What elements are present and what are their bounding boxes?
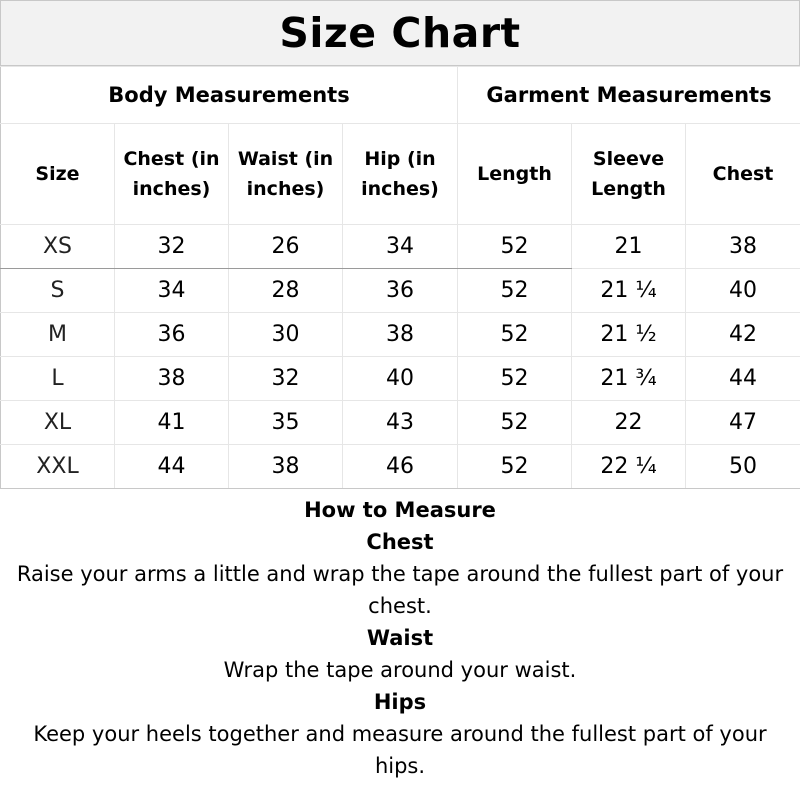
cell-g-chest: 42	[686, 313, 800, 357]
size-chart-table	[0, 66, 800, 489]
cell-waist: 38	[229, 445, 343, 489]
cell-sleeve: 21	[572, 225, 686, 269]
table-row	[1, 357, 800, 401]
cell-g-chest: 38	[686, 225, 800, 269]
cell-waist: 28	[229, 269, 343, 313]
cell-size: XL	[1, 401, 115, 445]
col-length: Length	[458, 124, 572, 225]
cell-hip: 40	[343, 357, 458, 401]
col-garment-chest: Chest	[686, 124, 800, 225]
cell-length: 52	[458, 401, 572, 445]
cell-hip: 36	[343, 269, 458, 313]
hips-instruction-title: Hips	[373, 690, 427, 714]
cell-sleeve: 22	[572, 401, 686, 445]
cell-size: S	[1, 269, 115, 313]
body-measurements-header: Body Measurements	[1, 67, 458, 124]
group-header-row	[1, 67, 800, 124]
hips-instruction-text: Keep your heels together and measure around the fullest part of your hips.	[33, 722, 767, 778]
cell-chest: 41	[115, 401, 229, 445]
cell-chest: 34	[115, 269, 229, 313]
table-row	[1, 313, 800, 357]
cell-waist: 30	[229, 313, 343, 357]
col-waist: Waist (in inches)	[229, 124, 343, 225]
cell-waist: 26	[229, 225, 343, 269]
cell-chest: 38	[115, 357, 229, 401]
cell-length: 52	[458, 357, 572, 401]
garment-measurements-header: Garment Measurements	[458, 67, 800, 124]
cell-length: 52	[458, 445, 572, 489]
cell-chest: 32	[115, 225, 229, 269]
cell-size: XS	[1, 225, 115, 269]
col-hip: Hip (in inches)	[343, 124, 458, 225]
cell-g-chest: 44	[686, 357, 800, 401]
cell-g-chest: 47	[686, 401, 800, 445]
column-header-row	[1, 124, 800, 225]
cell-sleeve: 21 ¾	[572, 357, 686, 401]
cell-size: L	[1, 357, 115, 401]
col-sleeve-length: Sleeve Length	[572, 124, 686, 225]
cell-size: M	[1, 313, 115, 357]
cell-length: 52	[458, 225, 572, 269]
waist-instruction-text: Wrap the tape around your waist.	[223, 658, 577, 682]
chest-instruction-text: Raise your arms a little and wrap the tape around the fullest part of your chest.	[16, 562, 784, 618]
how-to-measure-heading: How to Measure	[304, 498, 496, 522]
cell-hip: 34	[343, 225, 458, 269]
cell-g-chest: 40	[686, 269, 800, 313]
cell-sleeve: 21 ½	[572, 313, 686, 357]
cell-hip: 38	[343, 313, 458, 357]
cell-g-chest: 50	[686, 445, 800, 489]
col-size: Size	[1, 124, 115, 225]
waist-instruction-title: Waist	[366, 626, 434, 650]
cell-sleeve: 22 ¼	[572, 445, 686, 489]
table-row	[1, 445, 800, 489]
col-chest: Chest (in inches)	[115, 124, 229, 225]
chest-instruction-title: Chest	[366, 530, 434, 554]
cell-hip: 46	[343, 445, 458, 489]
how-to-measure-section	[0, 494, 800, 782]
cell-waist: 32	[229, 357, 343, 401]
cell-size: XXL	[1, 445, 115, 489]
page-title: Size Chart	[279, 9, 521, 57]
cell-chest: 36	[115, 313, 229, 357]
cell-hip: 43	[343, 401, 458, 445]
cell-waist: 35	[229, 401, 343, 445]
cell-length: 52	[458, 313, 572, 357]
cell-chest: 44	[115, 445, 229, 489]
table-row	[1, 269, 800, 313]
table-row	[1, 225, 800, 269]
title-bar	[0, 0, 800, 66]
table-row	[1, 401, 800, 445]
cell-length: 52	[458, 269, 572, 313]
cell-sleeve: 21 ¼	[572, 269, 686, 313]
